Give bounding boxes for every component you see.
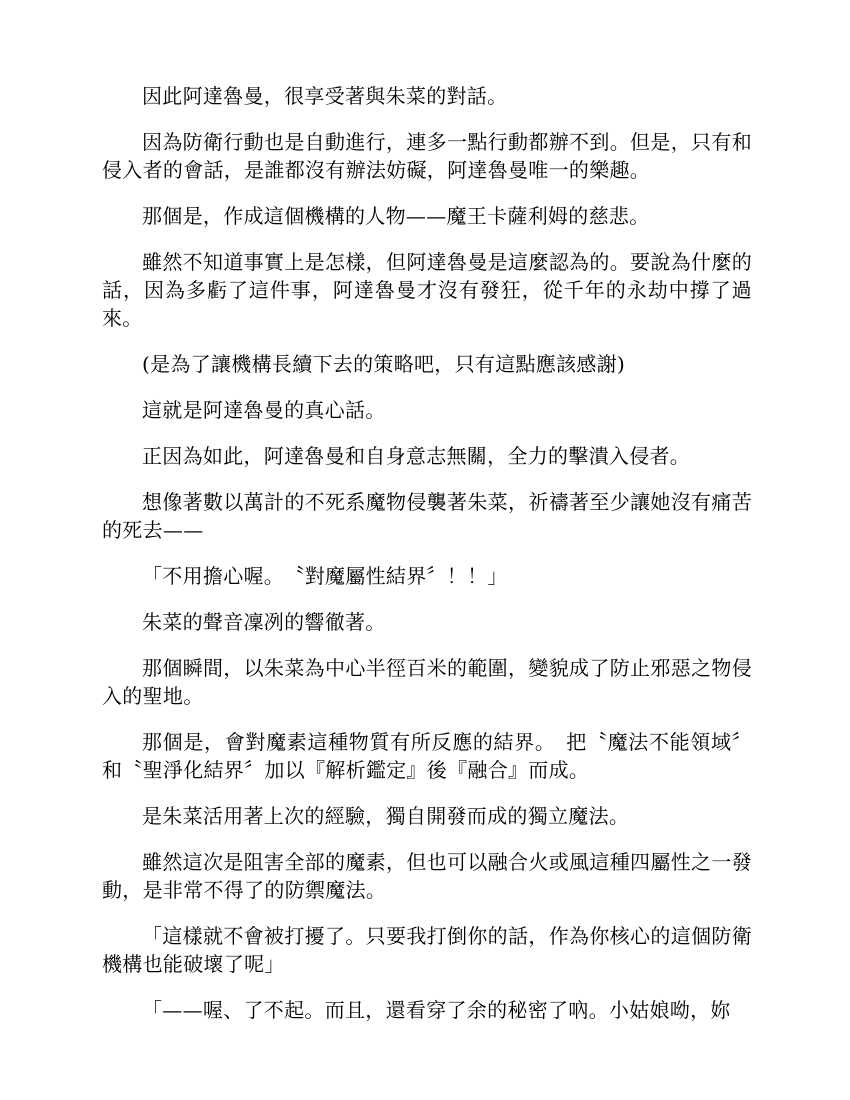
paragraph-2: 因為防衛行動也是自動進行，連多一點行動都辦不到。但是，只有和侵入者的會話，是誰都沒有辦法妨礙，阿達魯曼唯一的樂趣。 — [102, 130, 752, 182]
paragraph-8: 想像著數以萬計的不死系魔物侵襲著朱菜，祈禱著至少讓她沒有痛苦的死去—— — [102, 490, 752, 542]
paragraph-7: 正因為如此，阿達魯曼和自身意志無關，全力的擊潰入侵者。 — [142, 444, 691, 468]
paragraph-12: 那個是，會對魔素這種物質有所反應的結界。 把〝魔法不能領域〞和〝聖淨化結界〞加以『解析鑑定』後『融合』而成。 — [102, 730, 752, 782]
paragraph-16: 「——喔、了不起。而且，還看穿了余的秘密了吶。小姑娘呦，妳 — [142, 998, 731, 1022]
paragraph-10: 朱菜的聲音凜冽的響徹著。 — [142, 610, 386, 634]
paragraph-5: (是為了讓機構長續下去的策略吧，只有這點應該感謝) — [142, 352, 626, 376]
paragraph-3: 那個是，作成這個機構的人物——魔王卡薩利姆的慈悲。 — [142, 204, 650, 228]
paragraph-14: 雖然這次是阻害全部的魔素，但也可以融合火或風這種四屬性之一發動，是非常不得了的防禦魔法。 — [102, 850, 752, 902]
paragraph-9: 「不用擔心喔。 〝對魔屬性結界〞！！」 — [142, 564, 508, 588]
paragraph-11: 那個瞬間，以朱菜為中心半徑百米的範圍，變貌成了防止邪惡之物侵入的聖地。 — [102, 656, 752, 708]
paragraph-6: 這就是阿達魯曼的真心話。 — [142, 398, 386, 422]
paragraph-13: 是朱菜活用著上次的經驗，獨自開發而成的獨立魔法。 — [142, 804, 630, 828]
document-page — [102, 82, 752, 1042]
paragraph-15: 「這樣就不會被打擾了。只要我打倒你的話，作為你核心的這個防衛機構也能破壞了呢」 — [102, 924, 752, 976]
paragraph-4: 雖然不知道事實上是怎樣，但阿達魯曼是這麼認為的。要說為什麼的話，因為多虧了這件事，阿達魯曼才沒有發狂，從千年的永劫中撐了過來。 — [102, 250, 752, 330]
paragraph-1: 因此阿達魯曼，很享受著與朱菜的對話。 — [142, 84, 508, 108]
